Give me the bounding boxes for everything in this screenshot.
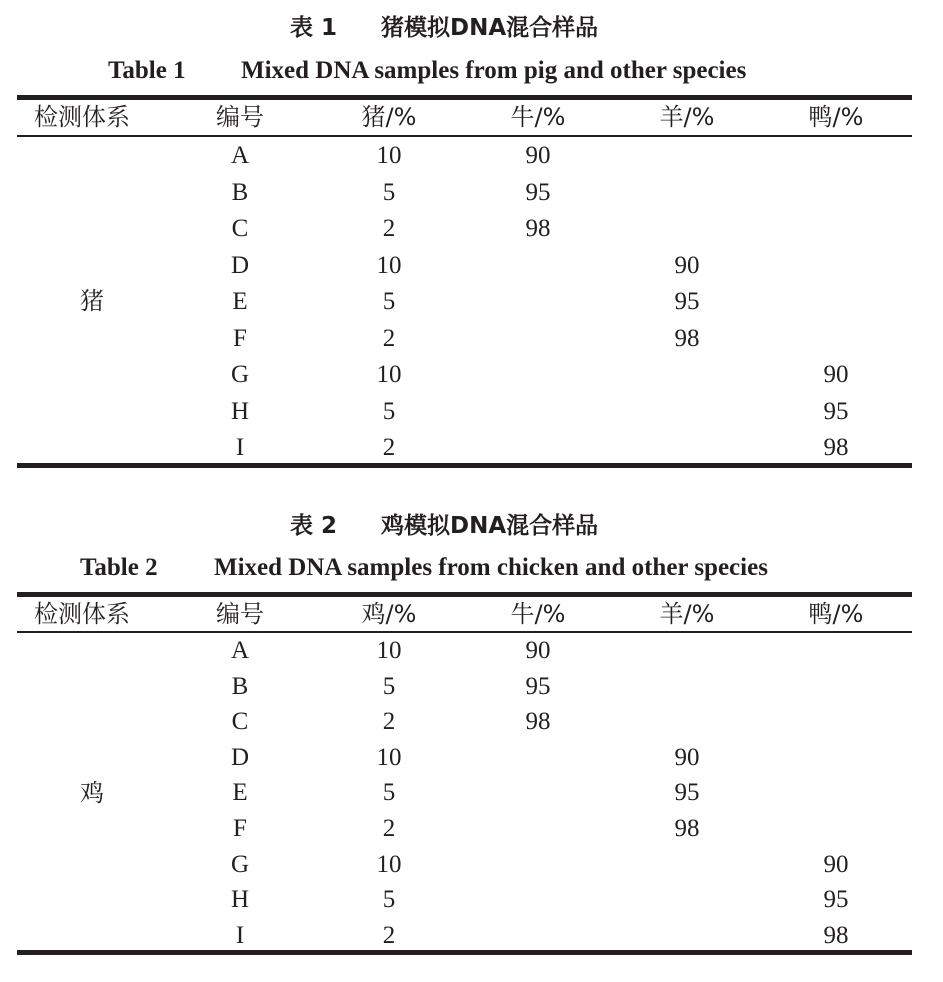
table-2-top-rule: [17, 592, 912, 597]
table-2-cell-number: I: [235, 921, 245, 949]
table-2-cell-target: 2: [382, 921, 396, 949]
table-2-header-target: 鸡/%: [361, 600, 417, 628]
table-1-cell-cattle: 95: [525, 178, 551, 206]
table-1-header-cattle: 牛/%: [510, 103, 566, 131]
table-1-header-target: 猪/%: [361, 103, 417, 131]
table-2-cell-number: C: [231, 708, 249, 736]
table-2-cell-duck: 90: [823, 850, 849, 878]
table-2-caption-cn-number: 表 2: [290, 513, 338, 539]
table-1-cell-target: 10: [376, 251, 402, 279]
table-2-cell-target: 10: [376, 637, 402, 664]
table-1-cell-cattle: 90: [525, 142, 551, 169]
table-2-caption-en-title: Mixed DNA samples from chicken and other species: [214, 554, 768, 581]
table-1-header-system: 检测体系: [34, 103, 130, 131]
table-2-cell-target: 10: [376, 850, 402, 878]
table-1-cell-target: 10: [376, 142, 402, 169]
table-2-cell-target: 5: [382, 672, 396, 700]
table-2-header-cattle: 牛/%: [510, 600, 566, 628]
table-1-cell-target: 5: [382, 288, 396, 315]
table-2-cell-cattle: 90: [525, 637, 551, 664]
table-2-caption-en-number: Table 2: [80, 554, 158, 581]
table-2-cell-target: 2: [382, 815, 396, 842]
table-1-cell-target: 2: [382, 434, 396, 461]
table-2-cell-cattle: 98: [525, 708, 551, 736]
table-2-cell-number: F: [233, 815, 247, 842]
table-1-cell-number: F: [233, 324, 247, 352]
table-1-caption-cn-title: 猪模拟DNA混合样品: [381, 15, 599, 41]
table-1-cell-number: D: [230, 251, 250, 279]
table-2-cell-number: D: [230, 743, 250, 771]
table-1-cell-number: C: [231, 215, 249, 242]
table-2-cell-duck: 98: [823, 921, 849, 949]
table-1-cell-number: B: [231, 178, 249, 206]
table-2-header-rule: [17, 631, 912, 633]
table-2-caption-cn-title: 鸡模拟DNA混合样品: [381, 513, 599, 539]
table-1-cell-sheep: 98: [674, 324, 700, 352]
table-2-cell-number: A: [230, 637, 250, 664]
table-1-cell-target: 2: [382, 324, 396, 352]
table-2-cell-target: 10: [376, 743, 402, 771]
table-1-header-sheep: 羊/%: [659, 103, 715, 131]
table-2-cell-target: 5: [382, 779, 396, 807]
table-2-cell-cattle: 95: [525, 672, 551, 700]
table-1-cell-cattle: 98: [525, 215, 551, 242]
table-1-cell-duck: 95: [823, 397, 849, 425]
table-2-cell-number: H: [230, 886, 250, 914]
table-2-header-system: 检测体系: [34, 600, 130, 628]
table-2-cell-target: 5: [382, 886, 396, 914]
table-1-cell-sheep: 90: [674, 251, 700, 279]
table-2-header-sheep: 羊/%: [659, 600, 715, 628]
table-1-cell-target: 5: [382, 178, 396, 206]
table-2-caption-en: [0, 551, 943, 585]
table-1-caption-en-number: Table 1: [108, 57, 186, 84]
table-1-cell-number: E: [232, 288, 248, 315]
table-1-caption-en-title: Mixed DNA samples from pig and other species: [241, 57, 747, 84]
table-1-cell-target: 2: [382, 215, 396, 242]
table-1-cell-duck: 98: [823, 434, 849, 461]
table-1-cell-number: I: [235, 434, 245, 461]
table-2-cell-sheep: 98: [674, 815, 700, 842]
table-1-cell-target: 5: [382, 397, 396, 425]
table-1-cell-number: G: [230, 361, 250, 388]
table-1-caption-cn-number: 表 1: [290, 15, 338, 41]
table-2-cell-number: G: [230, 850, 250, 878]
table-1-cell-sheep: 95: [674, 288, 700, 315]
table-2-cell-sheep: 90: [674, 743, 700, 771]
table-2-cell-duck: 95: [823, 886, 849, 914]
table-1-header-number: 编号: [216, 103, 264, 131]
table-1-cell-target: 10: [376, 361, 402, 388]
table-2-caption-cn: [0, 509, 943, 543]
table-2-header-number: 编号: [216, 600, 264, 628]
table-2-cell-number: B: [231, 672, 249, 700]
table-2-bottom-rule: [17, 950, 912, 955]
table-2-cell-target: 2: [382, 708, 396, 736]
table-1-group-label: 猪: [80, 287, 104, 315]
table-2-header-duck: 鸭/%: [808, 600, 864, 628]
table-1-cell-duck: 90: [823, 361, 849, 388]
table-2-group-label: 鸡: [80, 779, 104, 807]
table-1-header-duck: 鸭/%: [808, 103, 864, 131]
table-2-cell-number: E: [232, 779, 248, 807]
table-1-cell-number: H: [230, 397, 250, 425]
table-2-cell-sheep: 95: [674, 779, 700, 807]
table-1-cell-number: A: [230, 142, 250, 169]
